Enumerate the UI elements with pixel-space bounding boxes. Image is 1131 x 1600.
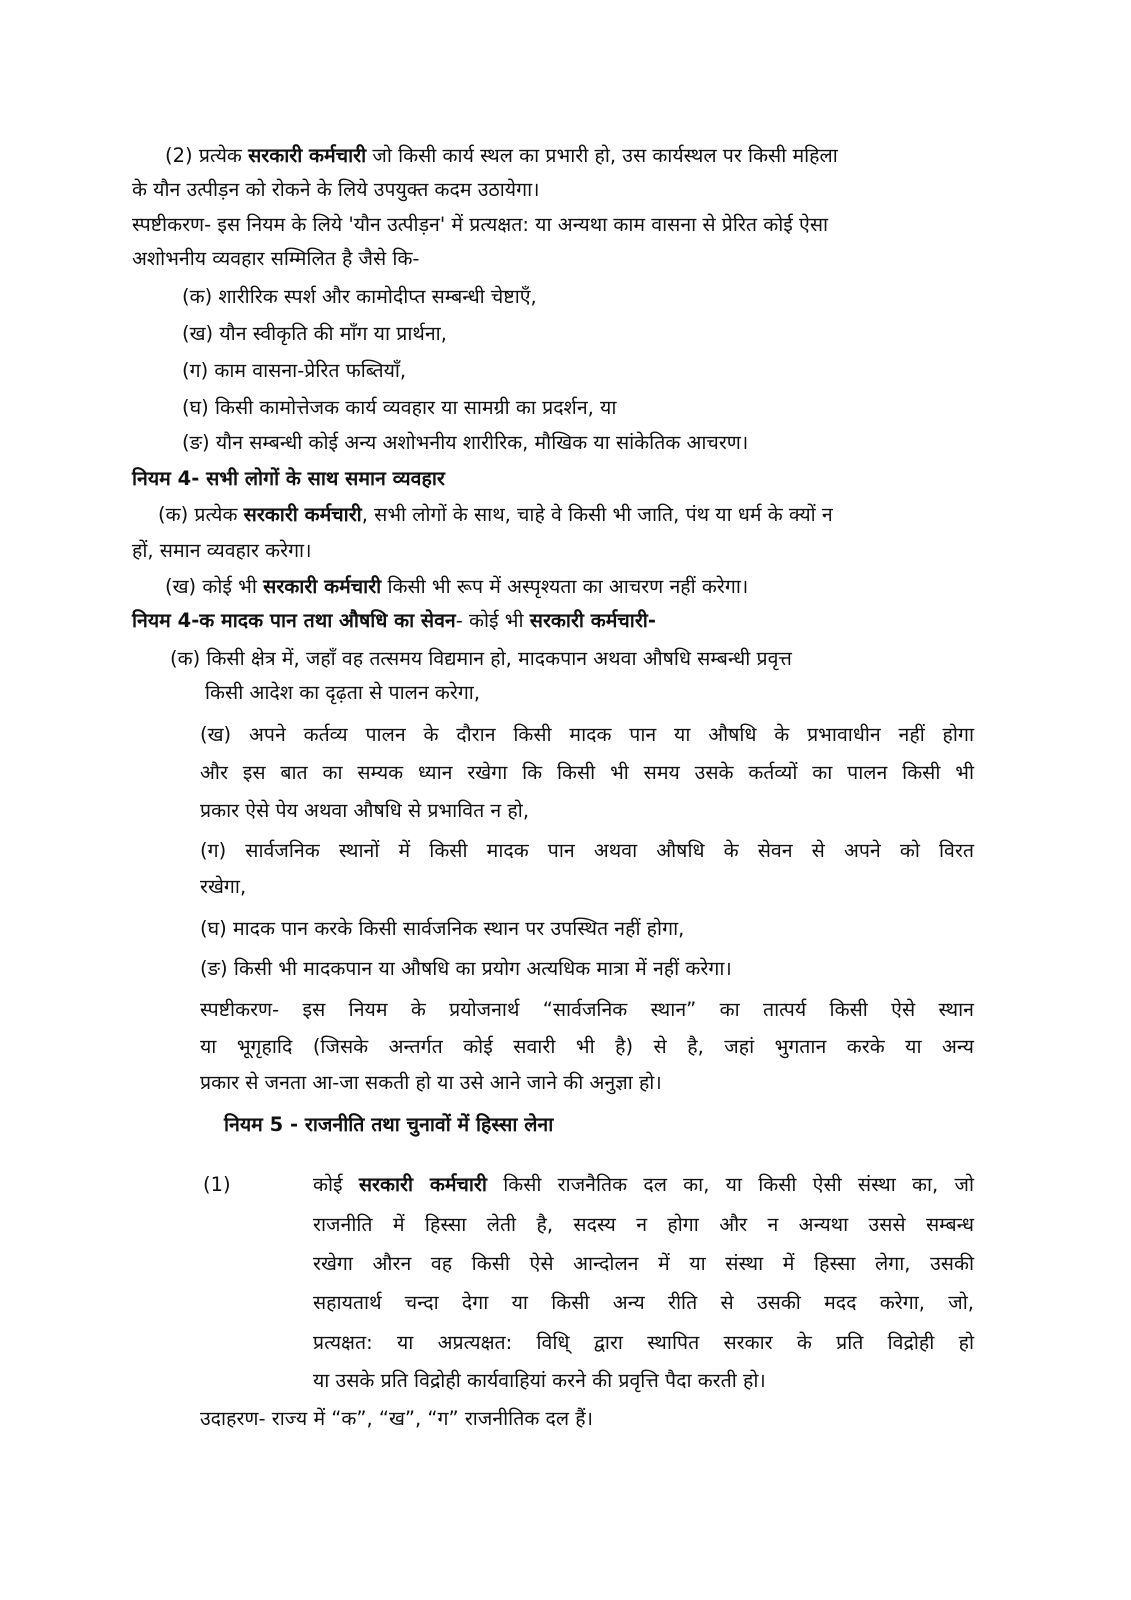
rule-5-line-3: रखेगा औरन वह किसी ऐसे आन्दोलन में या संस्था में हिस्सा लेगा, उसकी [313, 1252, 974, 1275]
explanation-line-1: स्पष्टीकरण- इस नियम के लिये 'यौन उत्पीड़न' में प्रत्यक्षत: या अन्यथा काम वासना से प्रेरित कोई ऐसा [132, 213, 829, 236]
bold-term: सरकारी कर्मचारी [248, 144, 367, 167]
rule-5-line-5: प्रत्यक्षत: या अप्रत्यक्षत: विधि् द्वारा स्थापित सरकार के प्रति विद्रोही हो [313, 1331, 974, 1354]
list-item: (ख) यौन स्वीकृति की माँग या प्रार्थना, [182, 322, 447, 345]
rule-4-clause-ka-line-1 [158, 502, 833, 528]
rule-4ka-clause-kha-line-3: प्रकार ऐसे पेय अथवा औषधि से प्रभावित न हो, [200, 799, 530, 822]
list-item: (क) शारीरिक स्पर्श और कामोदीप्त सम्बन्धी चेष्टाएँ, [182, 285, 537, 308]
rule-5-line-1 [313, 1172, 974, 1198]
clause-text: (क) प्रत्येक [158, 503, 238, 526]
rule-5-clause-number: (1) [203, 1173, 231, 1196]
clause-2-line-2: के यौन उत्पीड़न को रोकने के लिये उपयुक्त कदम उठायेगा। [132, 178, 540, 201]
clause-2-text: जो किसी कार्य स्थल का प्रभारी हो, उस कार्यस्थल पर किसी महिला [372, 144, 838, 167]
heading-text: नियम 4-क मादक पान तथा औषधि का सेवन [132, 609, 456, 632]
explanation-line-2: अशोभनीय व्यवहार सम्मिलित है जैसे कि- [132, 247, 420, 270]
clause-text: किसी राजनैतिक दल का, या किसी ऐसी संस्था का, जो [503, 1173, 974, 1196]
bold-term: सरकारी कर्मचारी [243, 503, 362, 526]
rule-4ka-clause-kha-line-1: (ख) अपने कर्तव्य पालन के दौरान किसी मादक पान या औषधि के प्रभावाधीन नहीं होगा [200, 723, 974, 746]
clause-2-line-1 [165, 143, 838, 169]
clause-text: , सभी लोगों के साथ, चाहे वे किसी भी जाति, पंथ या धर्म के क्यों न [361, 503, 833, 526]
list-item: (घ) किसी कामोत्तेजक कार्य व्यवहार या सामग्री का प्रदर्शन, या [182, 396, 617, 419]
rule-5-heading: नियम 5 - राजनीति तथा चुनावों में हिस्सा लेना [224, 1113, 554, 1136]
rule-4ka-clause-kha-line-2: और इस बात का सम्यक ध्यान रखेगा कि किसी भी समय उसके कर्तव्यों का पालन किसी भी [200, 761, 974, 784]
rule-5-line-4: सहायतार्थ चन्दा देगा या किसी अन्य रीति से उसकी मदद करेगा, जो, [313, 1291, 974, 1314]
clause-text: (ख) कोई भी [165, 575, 257, 598]
rule-4ka-clause-ga-line-2: रखेगा, [200, 875, 247, 898]
rule-4ka-explanation-line-1: स्पष्टीकरण- इस नियम के प्रयोजनार्थ “सार्वजनिक स्थान” का तात्पर्य किसी ऐसे स्थान [200, 998, 974, 1021]
rule-5-line-2: राजनीति में हिस्सा लेती है, सदस्य न होगा और न अन्यथा उससे सम्बन्ध [313, 1213, 974, 1236]
rule-4ka-explanation-line-3: प्रकार से जनता आ-जा सकती हो या उसे आने जाने की अनुज्ञा हो। [200, 1071, 662, 1094]
rule-5-line-6: या उसके प्रति विद्रोही कार्यवाहियां करने की प्रवृत्ति पैदा करती हो। [313, 1369, 766, 1392]
bold-term: सरकारी कर्मचारी [358, 1173, 487, 1196]
clause-text: किसी भी रूप में अस्पृश्यता का आचरण नहीं करेगा। [387, 575, 749, 598]
rule-4ka-clause-ka-line-2: किसी आदेश का दृढ़ता से पालन करेगा, [205, 681, 481, 704]
rule-4ka-heading [132, 608, 656, 634]
rule-4ka-explanation-line-2: या भूगृहादि (जिसके अन्तर्गत कोई सवारी भी है) से है, जहां भुगतान करके या अन्य [200, 1035, 974, 1058]
rule-4-heading: नियम 4- सभी लोगों के साथ समान व्यवहार [132, 467, 445, 490]
list-item: (ङ) यौन सम्बन्धी कोई अन्य अशोभनीय शारीरिक, मौखिक या सांकेतिक आचरण। [182, 431, 749, 454]
rule-4ka-clause-nga: (ङ) किसी भी मादकपान या औषधि का प्रयोग अत्यधिक मात्रा में नहीं करेगा। [200, 957, 732, 980]
rule-4ka-clause-ka-line-1: (क) किसी क्षेत्र में, जहाँ वह तत्समय विद्यमान हो, मादकपान अथवा औषधि सम्बन्धी प्रवृत्त [170, 647, 792, 670]
heading-text: - कोई भी [455, 609, 524, 632]
clause-text: कोई [313, 1173, 343, 1196]
rule-5-example: उदाहरण- राज्य में “क”, “ख”, “ग” राजनीतिक दल हैं। [200, 1407, 594, 1430]
clause-2-number: (2) प्रत्येक [165, 144, 242, 167]
list-item: (ग) काम वासना-प्रेरित फब्तियाँ, [182, 359, 407, 382]
rule-4ka-clause-ga-line-1: (ग) सार्वजनिक स्थानों में किसी मादक पान अथवा औषधि के सेवन से अपने को विरत [200, 839, 974, 862]
bold-term: सरकारी कर्मचारी [263, 575, 382, 598]
rule-4-clause-ka-line-2: हों, समान व्यवहार करेगा। [132, 539, 312, 562]
rule-4-clause-kha [165, 574, 748, 600]
rule-4ka-clause-gha: (घ) मादक पान करके किसी सार्वजनिक स्थान पर उपस्थित नहीं होगा, [200, 917, 685, 940]
bold-term: सरकारी कर्मचारी- [529, 609, 656, 632]
